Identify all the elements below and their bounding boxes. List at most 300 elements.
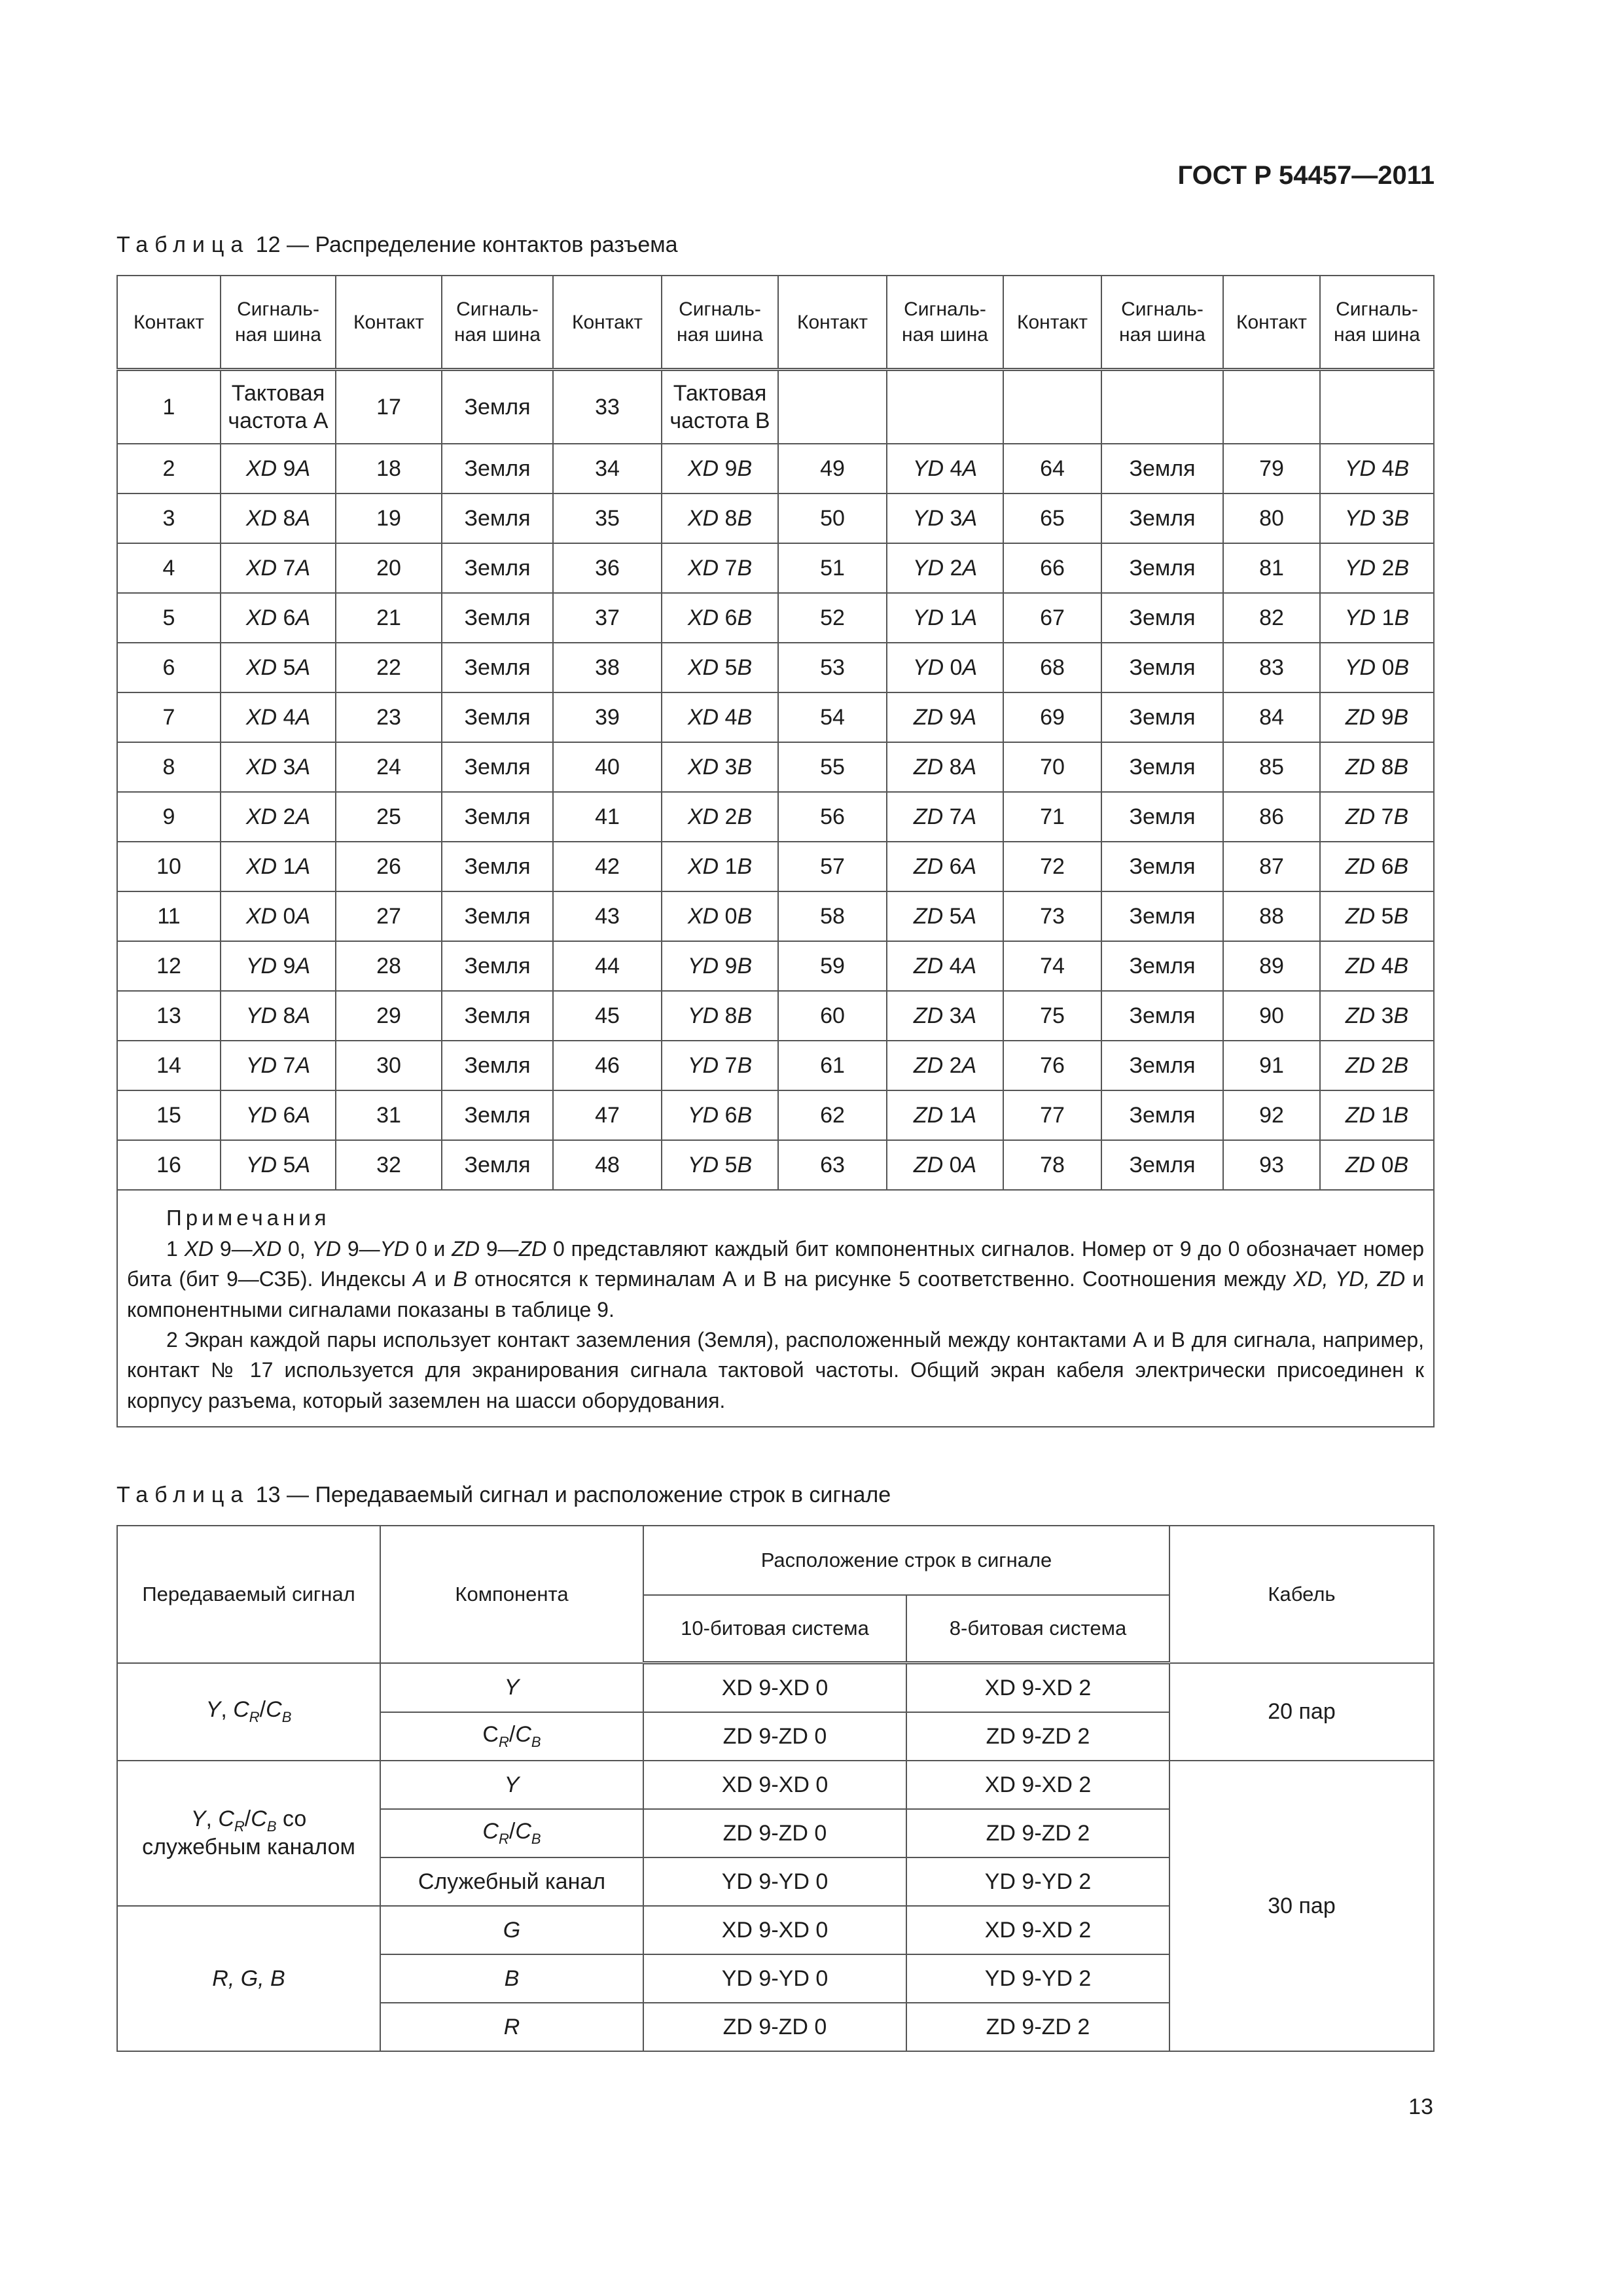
- table12-header-row: [117, 276, 1434, 370]
- contact-cell: 85: [1223, 742, 1320, 792]
- bus-cell: Земля: [442, 1041, 553, 1090]
- bus-cell: [662, 1140, 778, 1190]
- header-component: Компонента: [380, 1526, 643, 1663]
- bus-suffix: 4B: [1376, 456, 1410, 481]
- sig-slash: /: [259, 1697, 266, 1723]
- component-value: G: [503, 1917, 521, 1943]
- contact-cell: 50: [778, 493, 887, 543]
- bus-prefix: ZD: [1345, 1003, 1376, 1028]
- bus-cell: Земля: [1101, 543, 1223, 593]
- bus-cell: [221, 1140, 336, 1190]
- contact-cell: 31: [336, 1090, 442, 1140]
- contact-cell: 24: [336, 742, 442, 792]
- bus-cell: [887, 444, 1003, 493]
- header-bus: [1320, 276, 1434, 370]
- bus-suffix: 2B: [719, 804, 753, 829]
- header-bus: [662, 276, 778, 370]
- bus-prefix: YD: [912, 655, 944, 680]
- bus-suffix: 8A: [943, 754, 977, 780]
- bus-prefix: XD: [687, 456, 719, 481]
- sig-tail: со: [276, 1806, 307, 1831]
- notes-cell: [117, 1190, 1434, 1427]
- bus-cell: [221, 444, 336, 493]
- contact-cell: 4: [117, 543, 221, 593]
- sig-slash: /: [244, 1806, 251, 1831]
- contact-cell: 54: [778, 692, 887, 742]
- contact-cell: 91: [1223, 1041, 1320, 1090]
- contact-cell: 76: [1003, 1041, 1101, 1090]
- table-row: [117, 1140, 1434, 1190]
- bus-suffix: 2A: [943, 1052, 977, 1078]
- bus-prefix: YD: [912, 505, 944, 531]
- sig-c: C: [266, 1697, 282, 1723]
- contact-cell: 43: [553, 891, 662, 941]
- bus-prefix: XD: [245, 754, 277, 780]
- contact-cell: 52: [778, 593, 887, 643]
- bus-cell: [887, 643, 1003, 692]
- bus-cell: [662, 891, 778, 941]
- bus-cell: [662, 370, 778, 444]
- bus-suffix: 7B: [1375, 804, 1409, 829]
- bus-prefix: ZD: [913, 1003, 944, 1028]
- bus-prefix: ZD: [913, 953, 944, 978]
- contact-cell: 47: [553, 1090, 662, 1140]
- bus-cell: [887, 543, 1003, 593]
- bits8-cell: ZD 9-ZD 2: [906, 1809, 1169, 1857]
- bus-prefix: YD: [687, 1102, 719, 1128]
- bus-suffix: 5B: [719, 655, 753, 680]
- bus-suffix: 7B: [719, 1052, 753, 1078]
- contact-cell: 11: [117, 891, 221, 941]
- bus-cell: Земля: [442, 891, 553, 941]
- contact-cell: 7: [117, 692, 221, 742]
- bus-suffix: 0A: [944, 655, 978, 680]
- bus-cell: Земля: [1101, 991, 1223, 1041]
- sig-c: C: [218, 1806, 234, 1831]
- bus-prefix: YD: [1344, 655, 1376, 680]
- bus-cell: [221, 1041, 336, 1090]
- bus-cell: Земля: [1101, 742, 1223, 792]
- bus-cell: Земля: [1101, 1090, 1223, 1140]
- contact-cell: 70: [1003, 742, 1101, 792]
- bus-line2: частота В: [669, 408, 770, 433]
- bits8-cell: XD 9-XD 2: [906, 1906, 1169, 1954]
- table-row: [117, 493, 1434, 543]
- bus-cell: [221, 991, 336, 1041]
- bus-cell: [887, 941, 1003, 991]
- bus-suffix: 9A: [943, 704, 977, 730]
- header-contact: Контакт: [1223, 276, 1320, 370]
- contact-cell: 75: [1003, 991, 1101, 1041]
- bus-cell: [662, 842, 778, 891]
- bus-suffix: 4B: [1375, 953, 1409, 978]
- bus-suffix: 4B: [719, 704, 753, 730]
- contact-cell: 73: [1003, 891, 1101, 941]
- bus-cell: Земля: [442, 742, 553, 792]
- contact-cell: 27: [336, 891, 442, 941]
- header-bus: [887, 276, 1003, 370]
- header-contact: Контакт: [778, 276, 887, 370]
- bus-prefix: XD: [245, 456, 277, 481]
- contact-cell: 79: [1223, 444, 1320, 493]
- contact-cell: 34: [553, 444, 662, 493]
- component-cell: [380, 1663, 643, 1713]
- bus-prefix: YD: [687, 953, 719, 978]
- table13: [116, 1525, 1435, 2052]
- bus-suffix: 4A: [277, 704, 311, 730]
- header-bus-line2: ная шина: [677, 324, 763, 346]
- bus-cell: Земля: [442, 692, 553, 742]
- contact-cell: 12: [117, 941, 221, 991]
- bus-cell: [1320, 891, 1434, 941]
- bus-prefix: XD: [245, 605, 277, 630]
- bus-suffix: 6B: [719, 1102, 753, 1128]
- header-bus-line1: Сигналь-: [679, 298, 761, 320]
- comp-c: C: [482, 1819, 499, 1844]
- component-value: R: [503, 2014, 520, 2039]
- bus-cell: [1320, 593, 1434, 643]
- bus-cell: [221, 370, 336, 444]
- contact-cell: 35: [553, 493, 662, 543]
- contact-cell: 86: [1223, 792, 1320, 842]
- contact-cell: 46: [553, 1041, 662, 1090]
- contact-cell: 90: [1223, 991, 1320, 1041]
- header-bus-line2: ная шина: [454, 324, 541, 346]
- bus-suffix: 7B: [719, 555, 753, 581]
- bus-suffix: 4A: [943, 953, 977, 978]
- table-row: [117, 792, 1434, 842]
- bus-cell: Земля: [442, 792, 553, 842]
- header-bus: [442, 276, 553, 370]
- contact-cell: 74: [1003, 941, 1101, 991]
- contact-cell: 14: [117, 1041, 221, 1090]
- comp-sub-b: B: [531, 1830, 541, 1847]
- header-bus-line1: Сигналь-: [1121, 298, 1204, 320]
- bus-cell: [662, 593, 778, 643]
- bus-cell: Земля: [1101, 692, 1223, 742]
- empty-cell: [1223, 370, 1320, 444]
- contact-cell: 26: [336, 842, 442, 891]
- sig-rgb: R, G, B: [212, 1965, 285, 1991]
- contact-cell: 28: [336, 941, 442, 991]
- contact-cell: 42: [553, 842, 662, 891]
- bus-prefix: YD: [687, 1052, 719, 1078]
- contact-cell: 84: [1223, 692, 1320, 742]
- bus-suffix: 5A: [277, 655, 311, 680]
- bus-cell: Земля: [442, 643, 553, 692]
- bus-cell: [887, 1041, 1003, 1090]
- contact-cell: 82: [1223, 593, 1320, 643]
- signal-cell: [117, 1761, 380, 1906]
- bus-prefix: ZD: [913, 804, 944, 829]
- contact-cell: 78: [1003, 1140, 1101, 1190]
- bus-prefix: XD: [245, 505, 277, 531]
- bus-suffix: 1B: [1375, 1102, 1409, 1128]
- bus-cell: [1320, 493, 1434, 543]
- contact-cell: 93: [1223, 1140, 1320, 1190]
- bus-suffix: 0B: [1376, 655, 1410, 680]
- bus-cell: [1320, 1041, 1434, 1090]
- bus-suffix: 2B: [1375, 1052, 1409, 1078]
- contact-cell: 67: [1003, 593, 1101, 643]
- component-cell: [380, 1761, 643, 1809]
- bus-suffix: 8B: [719, 505, 753, 531]
- contact-cell: 66: [1003, 543, 1101, 593]
- bus-prefix: YD: [687, 1152, 719, 1177]
- bus-prefix: XD: [687, 903, 719, 929]
- document-id: ГОСТ Р 54457—2011: [1177, 161, 1435, 190]
- bus-prefix: XD: [687, 655, 719, 680]
- comp-c2: C: [515, 1819, 531, 1844]
- table-row: [117, 444, 1434, 493]
- bits10-cell: XD 9-XD 0: [643, 1906, 906, 1954]
- bus-prefix: ZD: [1345, 953, 1376, 978]
- bus-suffix: 9A: [277, 953, 311, 978]
- bus-cell: [1320, 692, 1434, 742]
- bits10-cell: XD 9-XD 0: [643, 1761, 906, 1809]
- table13-caption-prefix: Таблица: [116, 1482, 250, 1507]
- bus-suffix: 3A: [277, 754, 311, 780]
- bus-prefix: YD: [1344, 605, 1376, 630]
- contact-cell: 6: [117, 643, 221, 692]
- bus-suffix: 1A: [277, 853, 311, 879]
- contact-cell: 8: [117, 742, 221, 792]
- bus-cell: [221, 643, 336, 692]
- bus-prefix: XD: [687, 605, 719, 630]
- header-contact: Контакт: [117, 276, 221, 370]
- contact-cell: 60: [778, 991, 887, 1041]
- table-row: [117, 692, 1434, 742]
- header-bus: [1101, 276, 1223, 370]
- empty-cell: [1320, 370, 1434, 444]
- bus-cell: [221, 1090, 336, 1140]
- bus-cell: [1320, 941, 1434, 991]
- bus-suffix: 8A: [277, 505, 311, 531]
- sig-c: C: [251, 1806, 267, 1831]
- bus-cell: Земля: [1101, 444, 1223, 493]
- empty-cell: [1101, 370, 1223, 444]
- table-row: [117, 742, 1434, 792]
- comp-sub-r: R: [498, 1830, 509, 1847]
- bus-cell: Земля: [1101, 891, 1223, 941]
- bus-prefix: YD: [1344, 505, 1376, 531]
- bus-suffix: 6A: [277, 605, 311, 630]
- bus-cell: Земля: [1101, 643, 1223, 692]
- notes-row: [117, 1190, 1434, 1427]
- bus-suffix: 6A: [943, 853, 977, 879]
- table12-caption: [116, 232, 678, 258]
- bus-suffix: 8B: [1375, 754, 1409, 780]
- contact-cell: 16: [117, 1140, 221, 1190]
- bus-prefix: XD: [687, 804, 719, 829]
- bus-suffix: 3A: [944, 505, 978, 531]
- sig-tail2: служебным каналом: [142, 1835, 355, 1860]
- contact-cell: 53: [778, 643, 887, 692]
- bus-line1: Тактовая: [231, 380, 325, 406]
- bus-prefix: XD: [687, 754, 719, 780]
- contact-cell: 87: [1223, 842, 1320, 891]
- bus-suffix: 5B: [1375, 903, 1409, 929]
- component-cell: [380, 1906, 643, 1954]
- bus-cell: Земля: [442, 493, 553, 543]
- bus-prefix: YD: [912, 456, 944, 481]
- bits8-cell: YD 9-YD 2: [906, 1954, 1169, 2003]
- header-bus-line2: ная шина: [1119, 324, 1205, 346]
- bus-cell: [221, 792, 336, 842]
- bus-prefix: ZD: [913, 704, 944, 730]
- bus-suffix: 8A: [277, 1003, 311, 1028]
- contact-cell: 44: [553, 941, 662, 991]
- table12-caption-prefix: Таблица: [116, 232, 250, 257]
- sig-sep: ,: [205, 1806, 219, 1831]
- bus-cell: [1320, 444, 1434, 493]
- bus-suffix: 1A: [943, 1102, 977, 1128]
- bus-cell: [221, 493, 336, 543]
- bus-cell: [1320, 1140, 1434, 1190]
- component-value: Y: [504, 1674, 520, 1700]
- bus-cell: Земля: [1101, 1140, 1223, 1190]
- note-1: 1 XD 9—XD 0, YD 9—YD 0 и ZD 9—ZD 0 представляют каждый бит компонентных сигналов. Номер от 9 до 0 обозначает номер бита (бит 9—СЗБ). Индексы A и B относятся к терминалам А и В на рисунке 5 соответственно. Соотношения между XD, YD, ZD и компонентными сигналами показаны в таблице 9.: [127, 1236, 1425, 1321]
- bus-prefix: YD: [245, 1052, 277, 1078]
- bus-prefix: YD: [1344, 456, 1376, 481]
- empty-cell: [887, 370, 1003, 444]
- bits10-cell: ZD 9-ZD 0: [643, 1712, 906, 1761]
- table-row: [117, 543, 1434, 593]
- sig-sep: ,: [221, 1697, 234, 1723]
- bus-prefix: ZD: [913, 853, 944, 879]
- header-bus-line2: ная шина: [235, 324, 321, 346]
- bus-cell: [1320, 742, 1434, 792]
- contact-cell: 49: [778, 444, 887, 493]
- contact-cell: 61: [778, 1041, 887, 1090]
- bus-suffix: 7A: [943, 804, 977, 829]
- contact-cell: 45: [553, 991, 662, 1041]
- bus-cell: [887, 593, 1003, 643]
- bits8-cell: YD 9-YD 2: [906, 1857, 1169, 1906]
- contact-cell: 21: [336, 593, 442, 643]
- bus-suffix: 3B: [1376, 505, 1410, 531]
- bus-cell: [662, 543, 778, 593]
- bus-cell: Земля: [442, 593, 553, 643]
- bus-prefix: ZD: [1345, 853, 1376, 879]
- bus-suffix: 1A: [944, 605, 978, 630]
- bus-cell: [1320, 543, 1434, 593]
- bus-prefix: ZD: [1345, 704, 1376, 730]
- bus-cell: Земля: [1101, 1041, 1223, 1090]
- contact-cell: 32: [336, 1140, 442, 1190]
- table-row: [117, 842, 1434, 891]
- bus-cell: [887, 1090, 1003, 1140]
- table-row: [117, 643, 1434, 692]
- table-row: [117, 1761, 1434, 1809]
- comp-sub-b: B: [531, 1733, 541, 1750]
- bus-cell: [1320, 792, 1434, 842]
- bus-cell: [221, 593, 336, 643]
- notes-heading: Примечания: [166, 1206, 330, 1230]
- bus-cell: [221, 891, 336, 941]
- component-value: B: [504, 1965, 520, 1991]
- comp-slash: /: [508, 1722, 516, 1748]
- contact-cell: 72: [1003, 842, 1101, 891]
- bus-cell: [887, 891, 1003, 941]
- bus-cell: [887, 842, 1003, 891]
- bits8-cell: XD 9-XD 2: [906, 1663, 1169, 1713]
- contact-cell: 5: [117, 593, 221, 643]
- bus-suffix: 9B: [1375, 704, 1409, 730]
- header-line-position: Расположение строк в сигнале: [643, 1526, 1169, 1595]
- bus-cell: [1320, 991, 1434, 1041]
- table12: [116, 275, 1435, 1427]
- bus-suffix: 8B: [719, 1003, 753, 1028]
- bus-cell: [887, 493, 1003, 543]
- bus-cell: [887, 792, 1003, 842]
- header-contact: Контакт: [1003, 276, 1101, 370]
- bus-cell: Земля: [442, 543, 553, 593]
- bus-suffix: 2B: [1376, 555, 1410, 581]
- bus-prefix: YD: [912, 605, 944, 630]
- bus-suffix: 6B: [1375, 853, 1409, 879]
- bus-prefix: YD: [245, 1003, 277, 1028]
- table-row: [117, 1663, 1434, 1713]
- bus-suffix: 6B: [719, 605, 753, 630]
- contact-cell: 68: [1003, 643, 1101, 692]
- contact-cell: 88: [1223, 891, 1320, 941]
- contact-cell: 62: [778, 1090, 887, 1140]
- table12-caption-text: 12 — Распределение контактов разъема: [255, 232, 678, 257]
- bus-prefix: XD: [245, 655, 277, 680]
- bus-suffix: 9A: [277, 456, 311, 481]
- bus-prefix: ZD: [913, 754, 944, 780]
- bus-cell: [662, 444, 778, 493]
- bus-prefix: YD: [245, 1152, 277, 1177]
- contact-cell: 48: [553, 1140, 662, 1190]
- bus-cell: Земля: [442, 941, 553, 991]
- contact-cell: 19: [336, 493, 442, 543]
- note-2: 2 Экран каждой пары использует контакт заземления (Земля), расположенный между контактами А и В для сигнала, например, контакт № 17 используется для экранирования сигнала тактовой частоты. Общий экран кабеля электрически присоединен к корпусу разъема, который заземлен на шасси оборудования.: [127, 1328, 1424, 1412]
- bus-prefix: XD: [687, 555, 719, 581]
- bus-prefix: ZD: [1345, 1052, 1376, 1078]
- bus-cell: Земля: [1101, 941, 1223, 991]
- header-bus-line1: Сигналь-: [237, 298, 319, 320]
- header-bus-line2: ная шина: [1334, 324, 1420, 346]
- table13-header-row: [117, 1526, 1434, 1595]
- table13-caption-text: 13 — Передаваемый сигнал и расположение строк в сигнале: [255, 1482, 891, 1507]
- bus-cell: [662, 941, 778, 991]
- bus-suffix: 9B: [719, 953, 753, 978]
- comp-c2: C: [515, 1722, 531, 1748]
- bus-cell: [662, 742, 778, 792]
- contact-cell: 29: [336, 991, 442, 1041]
- contact-cell: 69: [1003, 692, 1101, 742]
- contact-cell: 39: [553, 692, 662, 742]
- bus-prefix: YD: [912, 555, 944, 581]
- contact-cell: 55: [778, 742, 887, 792]
- bits8-cell: ZD 9-ZD 2: [906, 1712, 1169, 1761]
- bus-suffix: 4A: [944, 456, 978, 481]
- bus-prefix: XD: [245, 903, 277, 929]
- cable-cell: 30 пар: [1169, 1761, 1434, 2051]
- contact-cell: 59: [778, 941, 887, 991]
- component-cell: [380, 1809, 643, 1857]
- bus-line1: Тактовая: [673, 380, 767, 406]
- contact-cell: 64: [1003, 444, 1101, 493]
- bus-suffix: 0A: [277, 903, 311, 929]
- bus-suffix: 2A: [944, 555, 978, 581]
- contact-cell: 20: [336, 543, 442, 593]
- table-row: [117, 1090, 1434, 1140]
- comp-slash: /: [508, 1819, 516, 1844]
- bus-prefix: ZD: [913, 1152, 944, 1177]
